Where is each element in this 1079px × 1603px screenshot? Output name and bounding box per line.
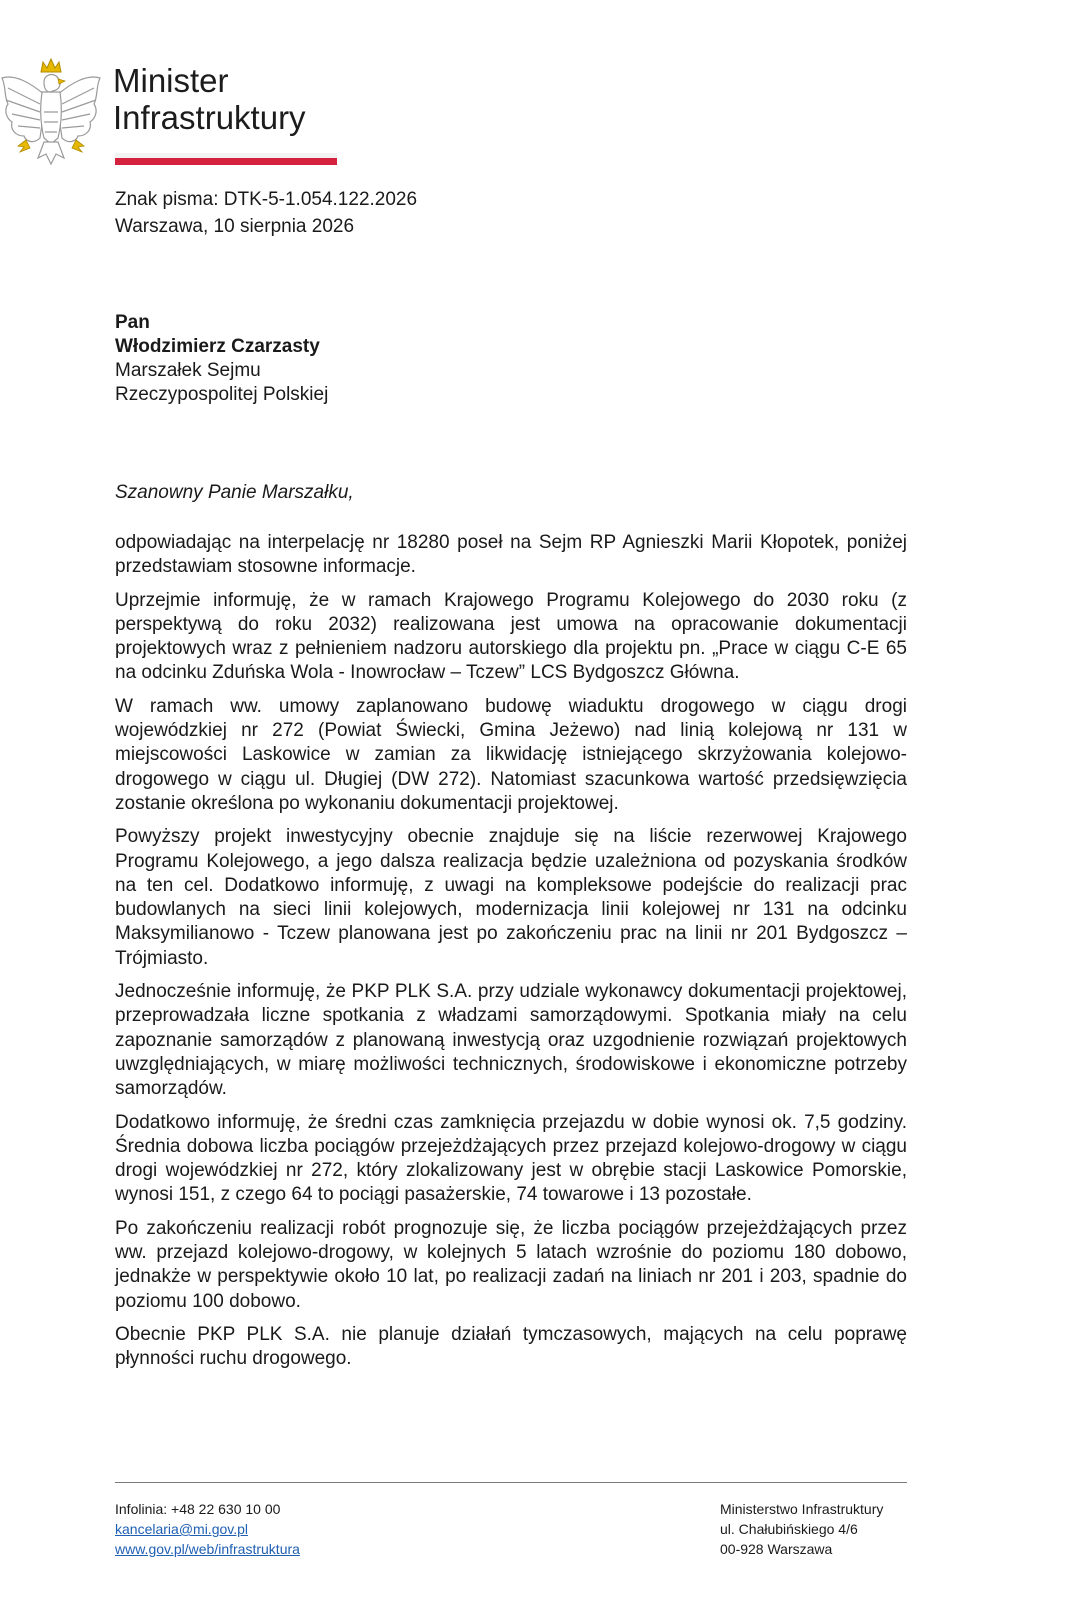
footer-org-name: Ministerstwo Infrastruktury <box>720 1501 884 1517</box>
body-paragraph: Jednocześnie informuję, że PKP PLK S.A. przy udziale wykonawcy dokumentacji projektowej, przeprowadzała liczne spotkania z władzami samorządowymi. Spotkania miały na celu zapoznanie samorządów z planowaną inwestycją oraz uzgodnienie rozwiązań projektowych uwzględniających, w miarę możliwości technicznych, środowiskowe i ekonomiczne potrzeby samorządów. <box>115 981 907 1100</box>
footer-city: 00-928 Warszawa <box>720 1541 833 1557</box>
body-paragraph: Dodatkowo informuję, że średni czas zamknięcia przejazdu w dobie wynosi ok. 7,5 godziny. Średnia dobowa liczba pociągów przejeżdżających przez przejazd kolejowo-drogowy w ciągu drogi wojewódzkiej nr 272, który zlokalizowany jest w obrębie stacji Laskowice Pomorskie, wynosi 151, z czego 64 to pociągi pasażerskie, 74 towarowe i 13 pozostałe. <box>115 1111 907 1206</box>
recipient-position: Marszałek Sejmu <box>115 360 261 381</box>
body-paragraph: Po zakończeniu realizacji robót prognozuje się, że liczba pociągów przejeżdżających przez ww. przejazd kolejowo-drogowy, w kolejnych 5 latach wzrośnie do poziomu 180 dobowo, jednakże w perspektywie około 10 lat, po realizacji zadań na liniach nr 201 i 203, spadnie do poziomu 100 dobowo. <box>115 1217 907 1312</box>
body-paragraph: Obecnie PKP PLK S.A. nie planuje działań tymczasowych, mających na celu poprawę płynności ruchu drogowego. <box>115 1323 907 1370</box>
footer-street: ul. Chałubińskiego 4/6 <box>720 1521 858 1537</box>
ministry-title <box>113 62 306 136</box>
footer-hotline: Infolinia: +48 22 630 10 00 <box>115 1501 281 1517</box>
recipient-honorific: Pan <box>115 312 150 333</box>
flag-stripe-red <box>115 158 337 165</box>
body-paragraph: odpowiadając na interpelację nr 18280 poseł na Sejm RP Agnieszki Marii Kłopotek, poniżej przedstawiam stosowne informacje. <box>115 532 907 578</box>
body-paragraph: W ramach ww. umowy zaplanowano budowę wiaduktu drogowego w ciągu drogi wojewódzkiej nr 272 (Powiat Świecki, Gmina Jeżewo) nad linią kolejową nr 131 w miejscowości Laskowice w zamian za likwidację istniejącego skrzyżowania kolejowo-drogowego w ciągu ul. Długiej (DW 272). Natomiast szacunkowa wartość przedsięwzięcia zostanie określona po wykonaniu dokumentacji projektowej. <box>115 695 907 814</box>
body-paragraph: Powyższy projekt inwestycyjny obecnie znajduje się na liście rezerwowej Krajowego Programu Kolejowego, a jego dalsza realizacja będzie uzależniona od pozyskania środków na ten cel. Dodatkowo informuję, z uwagi na kompleksowe podejście do realizacji prac budowlanych na sieci linii kolejowych, modernizacja linii kolejowej nr 131 na odcinku Maksymilianowo - Tczew planowana jest po zakończeniu prac na linii nr 201 Bydgoszcz – Trójmiasto. <box>115 826 907 969</box>
footer-address <box>720 1499 883 1559</box>
ministry-title-line2: Infrastruktury <box>113 99 306 136</box>
salutation: Szanowny Panie Marszałku, <box>115 482 354 503</box>
ministry-title-line1: Minister <box>113 62 229 99</box>
recipient-block <box>115 311 328 407</box>
footer-email-link[interactable]: kancelaria@mi.gov.pl <box>115 1521 249 1537</box>
white-eagle-emblem-icon <box>0 52 102 172</box>
footer-website-link[interactable]: www.gov.pl/web/infrastruktura <box>115 1541 300 1557</box>
recipient-institution: Rzeczypospolitej Polskiej <box>115 384 329 405</box>
letter-body <box>115 531 907 1381</box>
reference-number: Znak pisma: DTK-5-1.054.122.2026 <box>115 189 418 210</box>
place-date: Warszawa, 10 sierpnia 2026 <box>115 216 355 237</box>
body-paragraph: Uprzejmie informuję, że w ramach Krajowego Programu Kolejowego do 2030 roku (z perspektywą do roku 2032) realizowana jest umowa na opracowanie dokumentacji projektowych wraz z pełnieniem nadzoru autorskiego dla projektu pn. „Prace w ciągu C-E 65 na odcinku Zduńska Wola - Inowrocław – Tczew” LCS Bydgoszcz Główna. <box>115 589 907 684</box>
flag-stripe <box>115 153 337 165</box>
recipient-name: Włodzimierz Czarzasty <box>115 336 320 357</box>
footer-contact <box>115 1499 300 1559</box>
footer-divider <box>115 1482 907 1483</box>
letter-meta <box>115 186 417 240</box>
